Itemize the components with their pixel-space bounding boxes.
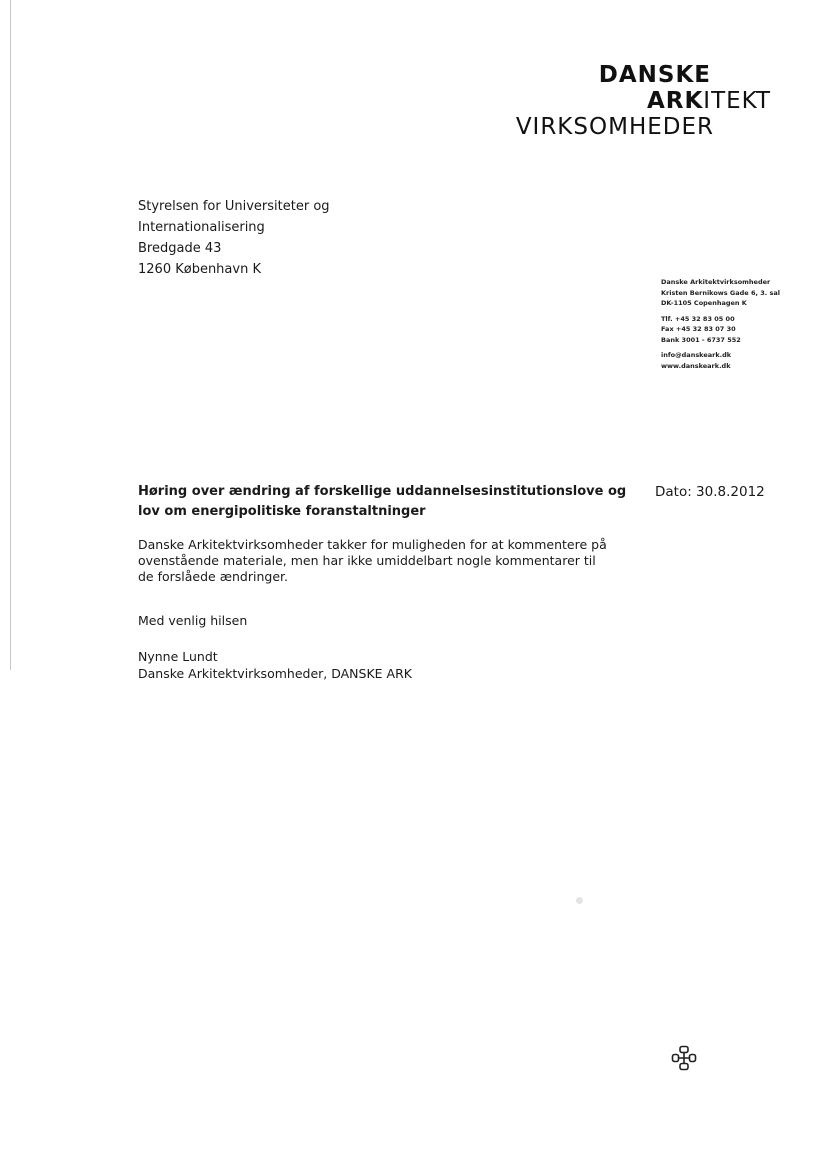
scan-speck <box>576 897 583 904</box>
sender-name: Danske Arkitektvirksomheder <box>661 278 771 286</box>
letter-date: Dato: 30.8.2012 <box>655 484 765 500</box>
signature-block <box>138 648 412 682</box>
letter-subject: Høring over ændring af forskellige uddannelsesinstitutionslove og lov om energipolitiske foranstaltninger <box>138 484 627 519</box>
signature-org: Danske Arkitektvirksomheder, DANSKE ARK <box>138 666 412 681</box>
cloverleaf-mark-icon <box>671 1045 697 1075</box>
logo-line-2-rest: ITEKT <box>703 88 771 114</box>
recipient-line: Internationalisering <box>138 220 265 235</box>
logo-line-3: VIRKSOMHEDER <box>515 114 714 140</box>
sender-email: info@danskeark.dk <box>661 351 732 359</box>
letter-body: Danske Arkitektvirksomheder takker for muligheden for at kommentere på ovenstående materiale, men har ikke umiddelbart nogle kommentarer til de forslåede ændringer. <box>138 537 607 584</box>
scan-edge-line <box>10 0 11 670</box>
recipient-line: Styrelsen for Universiteter og <box>138 199 330 214</box>
sender-city: DK-1105 Copenhagen K <box>661 299 747 307</box>
letter-closing: Med venlig hilsen <box>138 613 248 628</box>
sender-street: Kristen Bernikows Gade 6, 3. sal <box>661 288 780 297</box>
logo-line-2-bold: ARK <box>646 88 704 114</box>
recipient-line: 1260 København K <box>138 262 261 277</box>
recipient-line: Bredgade 43 <box>138 241 222 256</box>
company-logo <box>516 64 771 139</box>
logo-line-1: DANSKE <box>598 62 711 88</box>
sender-details <box>661 277 780 371</box>
sender-fax: Fax +45 32 83 07 30 <box>661 325 736 333</box>
signature-name: Nynne Lundt <box>138 649 218 664</box>
recipient-address <box>138 196 330 280</box>
logo-line-2 <box>516 90 771 113</box>
sender-phone: Tlf. +45 32 83 05 00 <box>661 314 735 323</box>
sender-bank: Bank 3001 - 6737 552 <box>661 335 741 344</box>
sender-web: www.danskeark.dk <box>661 361 731 370</box>
